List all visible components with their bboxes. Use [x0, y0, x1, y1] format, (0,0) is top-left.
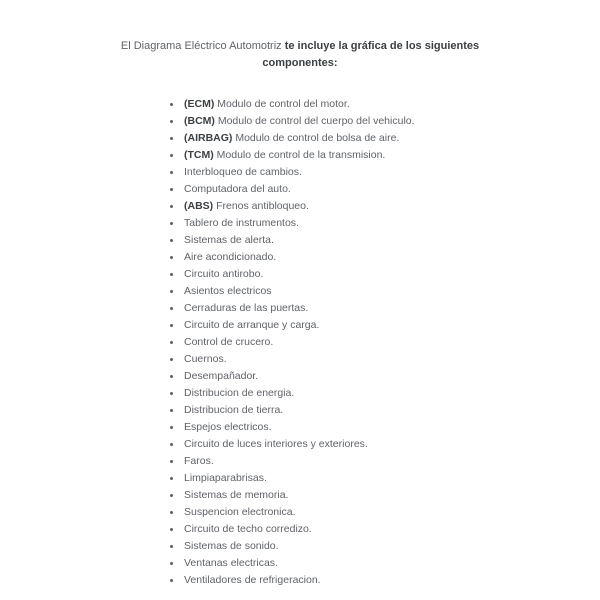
list-item: [170, 470, 600, 487]
list-item-text: [184, 470, 267, 487]
list-item: [170, 300, 600, 317]
list-item-text: [184, 453, 214, 470]
list-item-label: Aire acondicionado.: [184, 251, 277, 263]
list-item-text: [184, 300, 308, 317]
list-item: [170, 181, 600, 198]
list-item: [170, 96, 600, 113]
list-item-bold: (BCM): [184, 115, 215, 127]
bullet-icon: [170, 579, 173, 582]
list-item-label: Cerraduras de las puertas.: [184, 302, 309, 314]
list-item: [170, 521, 600, 538]
list-item-label: Control de crucero.: [184, 336, 274, 348]
list-item-text: [184, 368, 258, 385]
list-item-text: [184, 266, 263, 283]
list-item-text: [184, 113, 415, 130]
list-item-label: Interbloqueo de cambios.: [184, 166, 302, 178]
list-item-label: Sistemas de alerta.: [184, 234, 274, 246]
list-item: [170, 402, 600, 419]
list-item: [170, 385, 600, 402]
list-item: [170, 198, 600, 215]
list-item-label: Espejos electricos.: [184, 421, 272, 433]
bullet-icon: [170, 324, 173, 327]
list-item-text: [184, 232, 274, 249]
bullet-icon: [170, 460, 173, 463]
bullet-icon: [170, 528, 173, 531]
list-item: [170, 436, 600, 453]
list-item-text: [184, 198, 309, 215]
list-item-text: [184, 504, 296, 521]
bullet-icon: [170, 375, 173, 378]
list-item-text: [184, 555, 278, 572]
bullet-icon: [170, 358, 173, 361]
list-item: [170, 555, 600, 572]
list-item: [170, 266, 600, 283]
page-title: [90, 0, 510, 72]
list-item-label: Frenos antibloqueo.: [213, 200, 309, 212]
list-item-label: Modulo de control del motor.: [214, 98, 350, 110]
list-item-label: Asientos electricos: [184, 285, 272, 297]
list-item: [170, 215, 600, 232]
list-item-label: Sistemas de memoria.: [184, 489, 289, 501]
bullet-icon: [170, 307, 173, 310]
list-item: [170, 419, 600, 436]
list-item: [170, 487, 600, 504]
list-item: [170, 504, 600, 521]
bullet-icon: [170, 171, 173, 174]
list-item-label: Circuito de luces interiores y exteriores.: [184, 438, 368, 450]
list-item-text: [184, 436, 368, 453]
list-item: [170, 249, 600, 266]
bullet-icon: [170, 341, 173, 344]
bullet-icon: [170, 205, 173, 208]
title-bold-text-2: componentes:: [262, 57, 338, 69]
list-item-text: [184, 215, 299, 232]
title-bold-text: te incluye la gráfica de los siguientes: [284, 40, 480, 52]
list-item: [170, 351, 600, 368]
title-line-1: [90, 38, 510, 55]
list-item-label: Modulo de control del cuerpo del vehiculo.: [214, 115, 415, 127]
list-item: [170, 130, 600, 147]
list-item-text: [184, 147, 385, 164]
list-item-label: Ventiladores de refrigeracion.: [184, 574, 321, 586]
list-item-bold: (TCM): [184, 149, 214, 161]
bullet-icon: [170, 120, 173, 123]
list-item-text: [184, 538, 279, 555]
bullet-icon: [170, 256, 173, 259]
title-regular-text: El Diagrama Eléctrico Automotriz: [120, 40, 285, 52]
list-item-text: [184, 521, 312, 538]
list-item: [170, 164, 600, 181]
list-item-label: Cuernos.: [184, 353, 227, 365]
list-item-label: Tablero de instrumentos.: [184, 217, 299, 229]
bullet-icon: [170, 273, 173, 276]
list-item-text: [184, 96, 350, 113]
list-item: [170, 147, 600, 164]
list-item: [170, 283, 600, 300]
list-item-label: Sistemas de sonido.: [184, 540, 279, 552]
title-line-2: [90, 55, 510, 72]
bullet-icon: [170, 443, 173, 446]
bullet-icon: [170, 154, 173, 157]
list-item-text: [184, 487, 288, 504]
bullet-icon: [170, 188, 173, 191]
list-item-label: Modulo de control de la transmision.: [213, 149, 386, 161]
list-item-label: Ventanas electricas.: [184, 557, 278, 569]
bullet-icon: [170, 137, 173, 140]
bullet-icon: [170, 426, 173, 429]
list-item-label: Suspencion electronica.: [184, 506, 296, 518]
list-item-label: Circuito antirobo.: [184, 268, 264, 280]
list-item: [170, 113, 600, 130]
list-item-label: Computadora del auto.: [184, 183, 291, 195]
list-item-text: [184, 351, 227, 368]
list-item-label: Distribucion de tierra.: [184, 404, 284, 416]
component-list: [0, 96, 600, 589]
list-item-bold: (AIRBAG): [184, 132, 233, 144]
list-item-label: Faros.: [184, 455, 214, 467]
list-item-text: [184, 317, 319, 334]
bullet-icon: [170, 103, 173, 106]
bullet-icon: [170, 477, 173, 480]
list-item: [170, 232, 600, 249]
bullet-icon: [170, 511, 173, 514]
list-item-label: Desempañador.: [184, 370, 259, 382]
list-item: [170, 334, 600, 351]
list-item-text: [184, 164, 302, 181]
list-item-text: [184, 334, 273, 351]
bullet-icon: [170, 290, 173, 293]
list-item-text: [184, 402, 283, 419]
list-item-label: Circuito de arranque y carga.: [184, 319, 320, 331]
list-item-label: Distribucion de energia.: [184, 387, 295, 399]
bullet-icon: [170, 494, 173, 497]
list-item: [170, 317, 600, 334]
list-item-text: [184, 249, 276, 266]
list-item-text: [184, 419, 272, 436]
list-item: [170, 572, 600, 589]
bullet-icon: [170, 409, 173, 412]
list-item-bold: (ABS): [184, 200, 214, 212]
bullet-icon: [170, 392, 173, 395]
list-item: [170, 538, 600, 555]
list-item-bold: (ECM): [184, 98, 215, 110]
list-item-text: [184, 572, 321, 589]
bullet-icon: [170, 545, 173, 548]
bullet-icon: [170, 562, 173, 565]
bullet-icon: [170, 222, 173, 225]
list-item-text: [184, 181, 291, 198]
bullet-icon: [170, 239, 173, 242]
list-item-text: [184, 385, 294, 402]
list-item: [170, 453, 600, 470]
list-item-text: [184, 283, 272, 300]
list-item: [170, 368, 600, 385]
list-item-label: Modulo de control de bolsa de aire.: [232, 132, 400, 144]
list-item-text: [184, 130, 399, 147]
list-item-label: Circuito de techo corredizo.: [184, 523, 312, 535]
list-item-label: Limpiaparabrisas.: [184, 472, 267, 484]
